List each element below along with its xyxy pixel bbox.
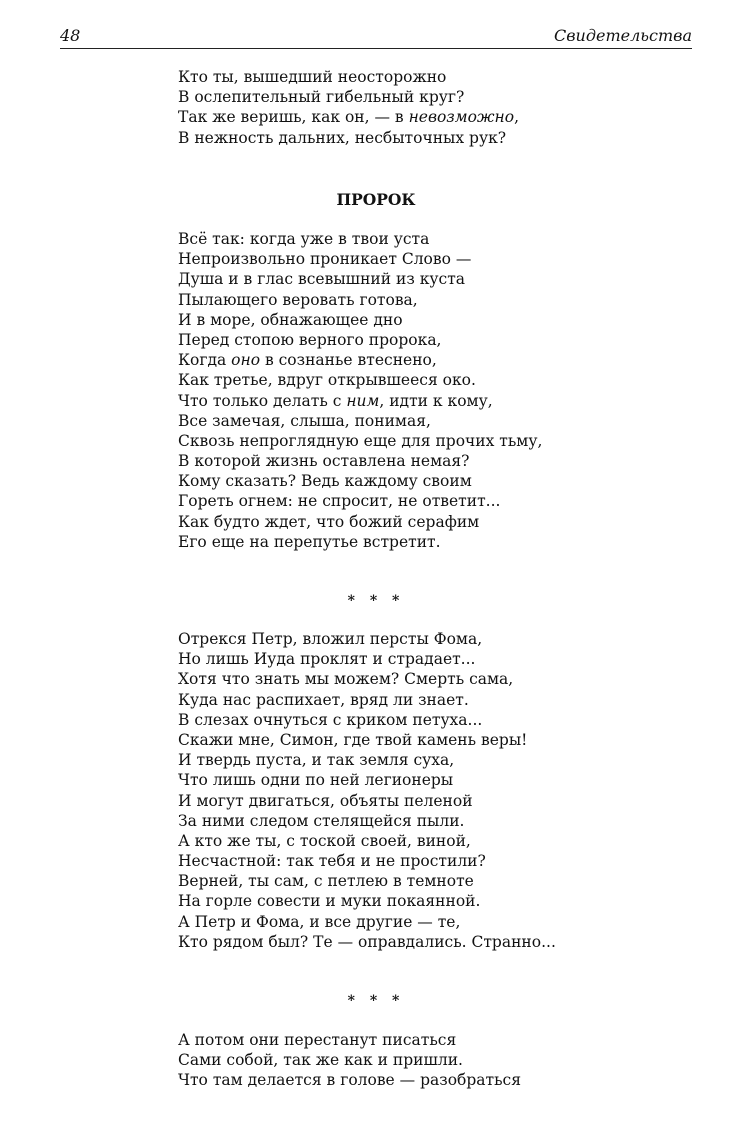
- poem-line: Пылающего веровать готова,: [178, 290, 418, 309]
- page-header: [60, 26, 692, 49]
- poem-prorok: [178, 229, 542, 552]
- poem-line: Всё так: когда уже в твои уста: [178, 230, 430, 248]
- poem-stanza-3: [178, 629, 556, 952]
- poem-line: [178, 350, 542, 370]
- poem-line: А кто же ты, с тоской своей, виной,: [178, 831, 471, 850]
- poem-stanza-1: [178, 67, 519, 148]
- running-title: Свидетельства: [554, 26, 692, 45]
- emphasis-text: ним: [346, 391, 380, 410]
- poem-line: Кому сказать? Ведь каждому своим: [178, 472, 472, 491]
- poem-line: Гореть огнем: не спросит, не ответит...: [178, 492, 501, 511]
- poem-line: В которой жизнь оставлена немая?: [178, 452, 470, 471]
- poem-line: Кто ты, вышедший неосторожно: [178, 68, 447, 86]
- poem-line: А потом они перестанут писаться: [178, 1031, 457, 1049]
- poem-line: За ними следом стелящейся пыли.: [178, 811, 465, 830]
- section-separator-2: * * *: [347, 993, 405, 1009]
- poem-line: И могут двигаться, объяты пеленой: [178, 791, 473, 810]
- poem-line: Скажи мне, Симон, где твой камень веры!: [178, 730, 528, 749]
- poem-line: В ослепительный гибельный круг?: [178, 88, 465, 107]
- line-segment: Когда: [178, 351, 232, 370]
- poem-line: На горле совести и муки покаянной.: [178, 892, 481, 911]
- poem-line: Отрекся Петр, вложил персты Фома,: [178, 630, 483, 648]
- line-segment: Так же веришь, как он, — в: [178, 108, 409, 127]
- poem-line: Душа и в глас всевышний из куста: [178, 270, 466, 289]
- poem-line: Но лишь Иуда проклят и страдает...: [178, 650, 476, 669]
- line-segment: в сознанье втеснено,: [260, 351, 437, 370]
- poem-line: [178, 107, 519, 127]
- poem-line: Непроизвольно проникает Слово —: [178, 250, 472, 269]
- emphasis-text: оно: [231, 351, 261, 370]
- poem-line: Что лишь одни по ней легионеры: [178, 771, 454, 790]
- line-segment: ,: [514, 108, 520, 127]
- poem-line: Все замечая, слыша, понимая,: [178, 411, 431, 430]
- poem-line: Несчастной: так тебя и не простили?: [178, 852, 486, 871]
- poem-line: И твердь пуста, и так земля суха,: [178, 751, 455, 770]
- poem-line: Сами собой, так же как и пришли.: [178, 1051, 463, 1070]
- poem-line: [178, 391, 542, 411]
- poem-line: Сквозь непроглядную еще для прочих тьму,: [178, 431, 543, 450]
- poem-stanza-4: [178, 1030, 521, 1091]
- poem-line: Куда нас распихает, вряд ли знает.: [178, 690, 469, 709]
- poem-line: Кто рядом был? Те — оправдались. Странно...: [178, 932, 556, 951]
- poem-line: Его еще на перепутье встретит.: [178, 532, 441, 551]
- section-separator-1: * * *: [347, 593, 405, 609]
- poem-line: В нежность дальних, несбыточных рук?: [178, 128, 507, 147]
- poem-line: Хотя что знать мы можем? Смерть сама,: [178, 670, 514, 689]
- poem-line: А Петр и Фома, и все другие — те,: [178, 912, 461, 931]
- emphasis-text: невозможно: [408, 108, 515, 127]
- poem-line: Как будто ждет, что божий серафим: [178, 512, 480, 531]
- line-segment: Что только делать с: [178, 391, 347, 410]
- poem-line: Как третье, вдруг открывшееся око.: [178, 371, 476, 390]
- poem-title: ПРОРОК: [336, 190, 416, 209]
- poem-line: Перед стопою верного пророка,: [178, 330, 442, 349]
- line-segment: , идти к кому,: [379, 391, 493, 410]
- poem-line: Что там делается в голове — разобраться: [178, 1071, 522, 1090]
- poem-line: И в море, обнажающее дно: [178, 310, 403, 329]
- poem-line: В слезах очнуться с криком петуха...: [178, 710, 483, 729]
- page-number: 48: [60, 26, 81, 45]
- poem-line: Верней, ты сам, с петлею в темноте: [178, 872, 474, 891]
